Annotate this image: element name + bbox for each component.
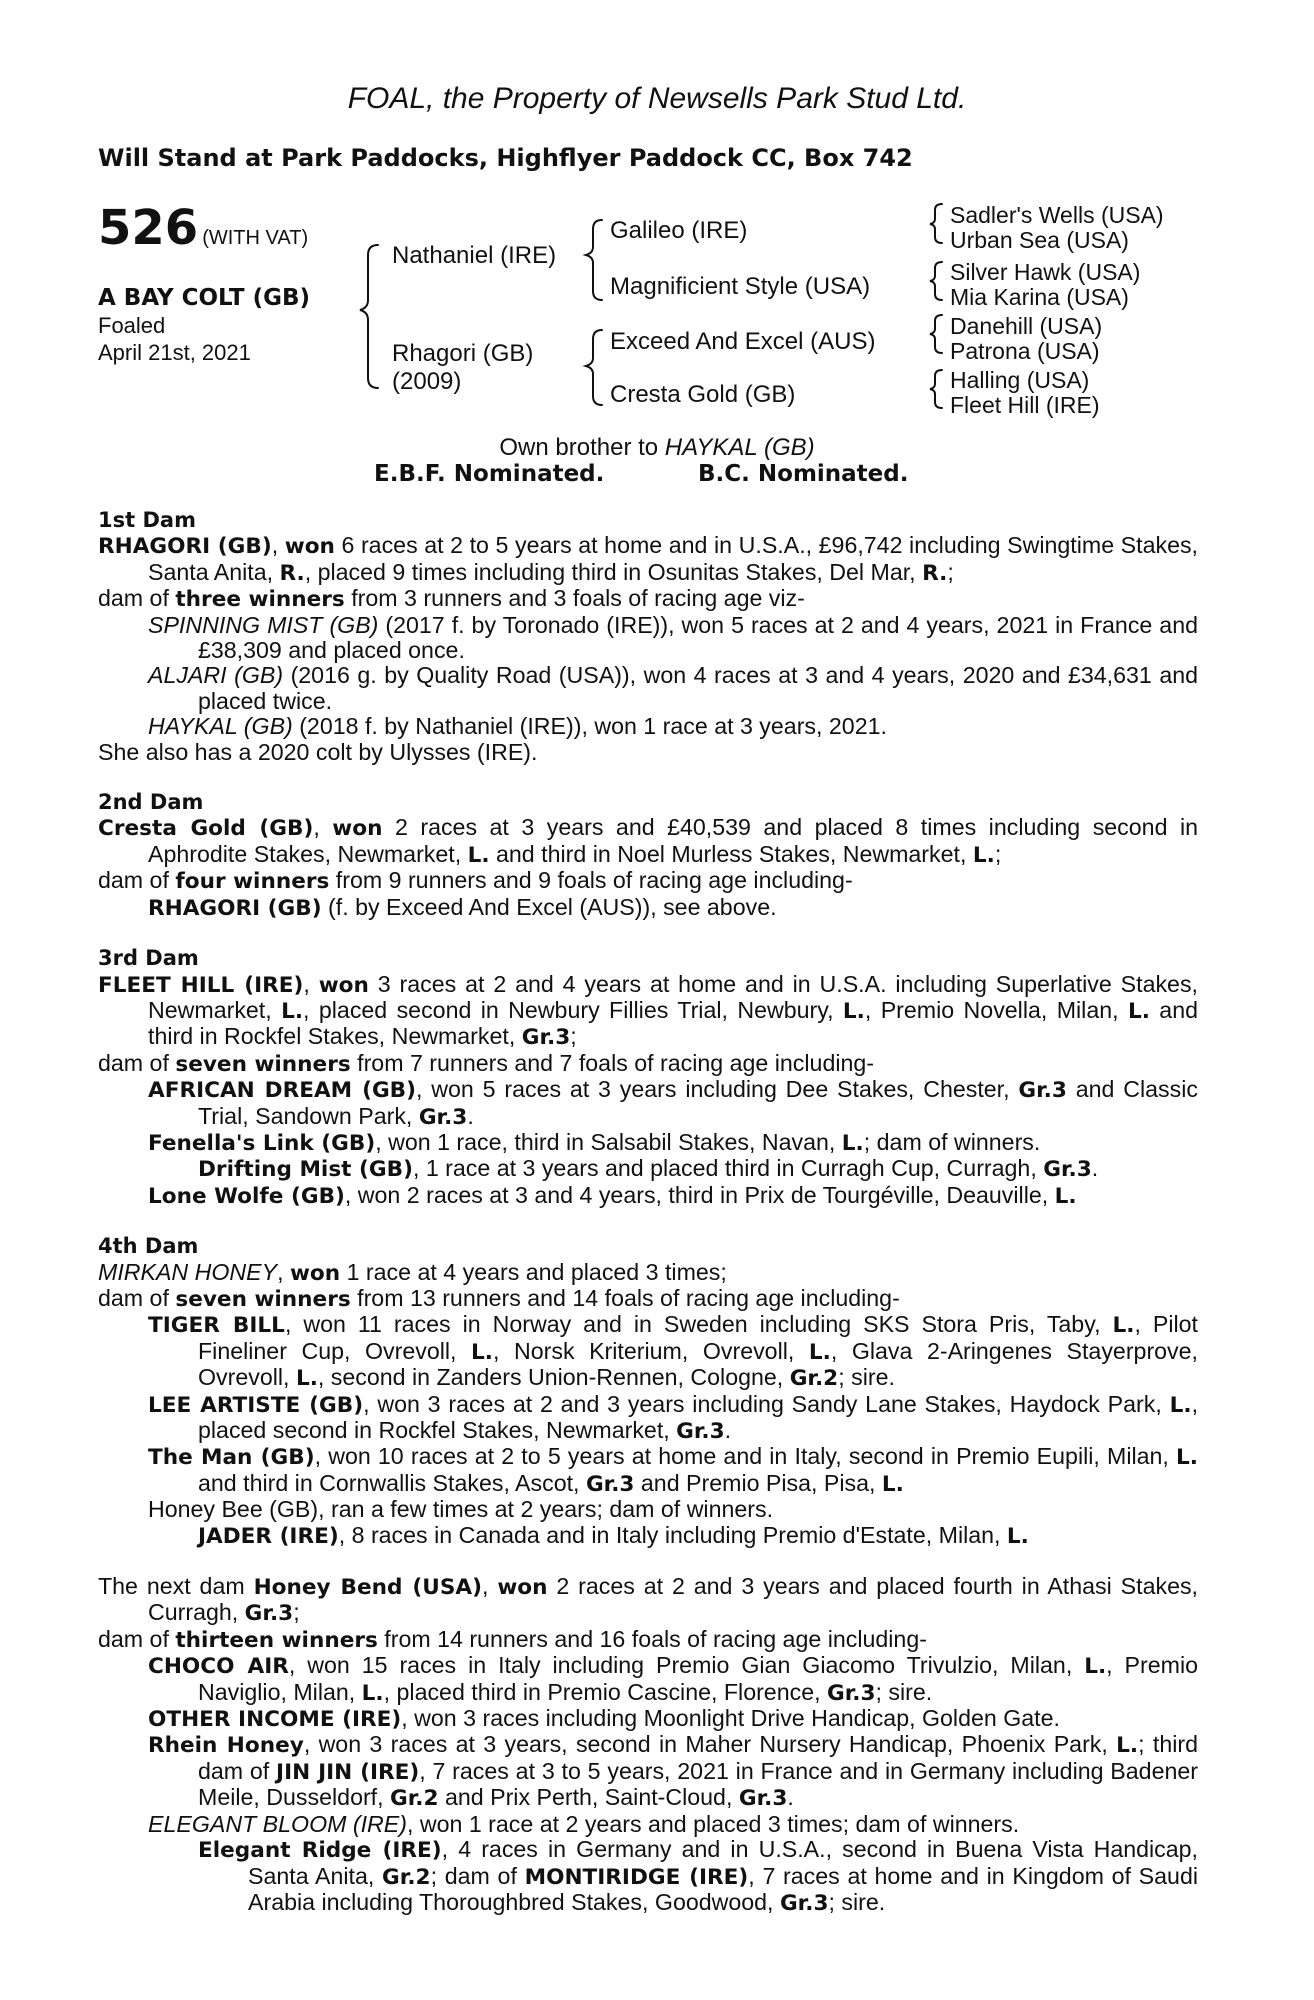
- nextdam-p3-g1: Gr.2: [390, 1786, 439, 1812]
- nextdam-progeny-4: [98, 1812, 1198, 1837]
- dam4-p1-text3: , Norsk Kriterium, Ovrevoll,: [493, 1337, 809, 1364]
- nextdam-record: The next dam Honey Bend (USA), won 2 races at 2 and 3 years and placed fourth in Athasi Stakes, Curragh, Gr.3;: [98, 1573, 1199, 1627]
- nextdam-progeny-2: [98, 1706, 1198, 1732]
- dam4-damof-rest: from 13 runners and 14 foals of racing age including-: [350, 1284, 900, 1311]
- dam3-damof-bold: seven winners: [175, 1051, 351, 1077]
- nextdam-p2-name: OTHER INCOME (IRE): [148, 1707, 402, 1733]
- bracket-dd: [930, 370, 942, 408]
- dam4-progeny-3: [98, 1444, 1198, 1497]
- dam4-p2-text3: .: [724, 1417, 732, 1443]
- bracket-dam: [586, 330, 602, 405]
- nextdam-progeny-3: [98, 1732, 1198, 1811]
- dam1-p2-text: (2016 g. by Quality Road (USA)), won 4 races at 3 and 4 years, 2020 and £34,631 and placed twice.: [198, 662, 1199, 714]
- bracket-sire: [586, 220, 602, 300]
- dam2-text3: ;: [994, 840, 1002, 867]
- nextdam-p4-text: , won 1 race at 2 years and placed 3 times; dam of winners.: [406, 1810, 1020, 1837]
- stand-location: Will Stand at Park Paddocks, Highflyer Paddock CC, Box 742: [98, 144, 913, 172]
- dam3-p2-text: , won 1 race, third in Salsabil Stakes, Navan,: [375, 1128, 842, 1155]
- dam1-heading: 1st Dam: [98, 508, 196, 532]
- dam4-p3-text2: and third in Cornwallis Stakes, Ascot,: [198, 1469, 586, 1496]
- dam3-record: FLEET HILL (IRE), won 3 races at 2 and 4 years at home and in U.S.A. including Superlative Stakes, Newmarket, L., placed second in Newbury Fillies Trial, Newbury, L., Premio Novella, Milan, L. and third in Rockfel Stakes, Newmarket, Gr.3;: [98, 970, 1198, 1051]
- ped-sire-dam: Magnificient Style (USA): [610, 273, 871, 300]
- dam1-progeny-1: [98, 613, 1198, 664]
- dam2-l1: L.: [467, 842, 490, 868]
- ped-ddd: Fleet Hill (IRE): [950, 392, 1100, 418]
- dam3-p3-text2: .: [1091, 1155, 1099, 1182]
- nextdam-p3-l: L.: [1116, 1733, 1139, 1759]
- bracket-ss: [930, 204, 942, 243]
- nextdam-p3-text3: , 7 races at 3 to 5 years, 2021 in France and in Germany including Badener Meile, Dusseldorf,: [198, 1757, 1198, 1811]
- own-brother-note: [0, 434, 1314, 462]
- dam3-progeny-4: [98, 1183, 1198, 1209]
- dam2-text: 2 races at 3 years and £40,539 and placed 8 times including second in Aphrodite Stakes, Newmarket,: [148, 814, 1198, 867]
- nextdam-won: won: [497, 1575, 548, 1601]
- dam1-r2: R.: [922, 560, 948, 586]
- pedigree-body: [98, 508, 1198, 1916]
- dam2-damof-rest: from 9 runners and 9 foals of racing age including-: [329, 867, 853, 894]
- dam1-name: RHAGORI (GB): [98, 534, 272, 560]
- foaled-date: April 21st, 2021: [98, 340, 251, 365]
- dam1-p3-text: (2018 f. by Nathaniel (IRE)), won 1 race at 3 years, 2021.: [292, 713, 887, 740]
- dam2-heading: 2nd Dam: [98, 790, 204, 815]
- ped-dsd: Patrona (USA): [950, 338, 1100, 364]
- dam3-p4-l: L.: [1054, 1183, 1077, 1209]
- nextdam-p4-name: ELEGANT BLOOM (IRE): [148, 1810, 407, 1837]
- dam2-progeny-1: [98, 895, 1198, 921]
- dam4-p1-l1: L.: [1112, 1313, 1135, 1339]
- dam4-damof: [98, 1286, 1198, 1312]
- dam1-damof-rest: from 3 runners and 3 foals of racing age viz-: [344, 585, 805, 612]
- dam1-damof-prefix: dam of: [98, 585, 176, 612]
- lot-number: 526: [98, 200, 199, 256]
- dam1-r1: R.: [279, 560, 305, 586]
- dam3-won: won: [318, 972, 369, 998]
- ped-dss: Danehill (USA): [950, 313, 1103, 339]
- dam4-p1-name: TIGER BILL: [148, 1313, 285, 1339]
- nextdam-p1-text4: ; sire.: [875, 1678, 933, 1705]
- dam3-p4-text: , won 2 races at 3 and 4 years, third in Prix de Tourgéville, Deauville,: [344, 1181, 1055, 1208]
- dam3-p3-name: Drifting Mist (GB): [198, 1157, 413, 1183]
- nextdam-p1-text: , won 15 races in Italy including Premio Gian Giacomo Trivulzio, Milan,: [288, 1652, 1085, 1679]
- dam2-p1-text: (f. by Exceed And Excel (AUS)), see above.: [321, 893, 777, 920]
- dam4-p2-text2: , placed second in Rockfel Stakes, Newmarket,: [198, 1390, 1199, 1443]
- dam4-p2-name: LEE ARTISTE (GB): [148, 1392, 364, 1418]
- nextdam-p5-g2: Gr.3: [779, 1890, 829, 1916]
- nextdam-text: 2 races at 2 and 3 years and placed fourth in Athasi Stakes, Curragh,: [148, 1573, 1199, 1626]
- nextdam-p1-text3: , placed third in Premio Cascine, Florence,: [383, 1678, 827, 1705]
- dam1-text2: , placed 9 times including third in Osunitas Stakes, Del Mar,: [304, 558, 923, 585]
- dam4-p2-l: L.: [1169, 1392, 1192, 1418]
- ped-dds: Halling (USA): [950, 367, 1090, 393]
- dam3-p1-text: , won 5 races at 3 years including Dee Stakes, Chester,: [416, 1076, 1019, 1103]
- ped-sdd: Mia Karina (USA): [950, 284, 1129, 310]
- dam4-p3-text3: and Premio Pisa, Pisa,: [634, 1469, 882, 1496]
- dam4-p1-g: Gr.2: [789, 1366, 839, 1392]
- dam3-progeny-1: [98, 1077, 1198, 1130]
- dam4-p1-text2: , Pilot Fineliner Cup, Ovrevoll,: [198, 1311, 1198, 1364]
- dam4-p5-name: JADER (IRE): [198, 1523, 339, 1549]
- nextdam-p1-l1: L.: [1084, 1654, 1107, 1680]
- nextdam-p1-l2: L.: [361, 1680, 384, 1706]
- dam4-p1-l2: L.: [471, 1339, 493, 1365]
- ped-ssd: Urban Sea (USA): [950, 227, 1129, 253]
- dam1-also: She also has a 2020 colt by Ulysses (IRE).: [98, 738, 538, 765]
- nextdam-p5-name: Elegant Ridge (IRE): [198, 1838, 442, 1864]
- own-brother-prefix: Own brother to: [499, 434, 665, 461]
- nextdam-p1-text2: , Premio Naviglio, Milan,: [198, 1652, 1198, 1705]
- dam2-record: Cresta Gold (GB), won 2 races at 3 years and £40,539 and placed 8 times including second in Aphrodite Stakes, Newmarket, L. and third in Noel Murless Stakes, Newmarket, L.;: [98, 814, 1198, 868]
- dam3-p1-text3: .: [467, 1102, 474, 1129]
- dam2-damof-prefix: dam of: [98, 867, 176, 894]
- dam4-p1-text6: ; sire.: [838, 1364, 895, 1391]
- nextdam-p3-g2: Gr.3: [738, 1786, 788, 1812]
- nextdam-p1-g: Gr.3: [826, 1680, 876, 1706]
- dam2-damof-bold: four winners: [175, 869, 330, 895]
- dam4-progeny-5: [98, 1523, 1198, 1549]
- dam4-p1-l4: L.: [295, 1366, 318, 1392]
- dam3-progeny-2: [98, 1130, 1198, 1156]
- dam3-p1-g1: Gr.3: [1018, 1078, 1067, 1104]
- dam1-won: won: [284, 534, 335, 560]
- dam3-p1-text2: and Classic Trial, Sandown Park,: [198, 1076, 1198, 1129]
- nextdam-damof-rest: from 14 runners and 16 foals of racing age including-: [377, 1625, 927, 1652]
- dam3-p3-g: Gr.3: [1043, 1157, 1092, 1183]
- ebf-nominated: E.B.F. Nominated.: [374, 461, 605, 487]
- dam2-won: won: [332, 816, 383, 842]
- nextdam-p1-name: CHOCO AIR: [148, 1654, 289, 1680]
- bracket-generation-1: [360, 245, 378, 388]
- ped-sds: Silver Hawk (USA): [950, 259, 1141, 285]
- dam3-text2: , placed second in Newbury Fillies Trial, Newbury,: [303, 996, 843, 1023]
- lot-description: A BAY COLT (GB): [98, 285, 311, 311]
- dam4-p1-text4: , Glava 2-Aringenes Stayerprove, Ovrevoll,: [198, 1337, 1198, 1391]
- dam4-p3-text: , won 10 races at 2 to 5 years at home and in Italy, second in Premio Eupili, Milan,: [314, 1443, 1177, 1470]
- dam3-heading: 3rd Dam: [98, 946, 199, 971]
- nextdam-damof: [98, 1627, 1198, 1653]
- dam1-record: RHAGORI (GB), won 6 races at 2 to 5 years at home and in U.S.A., £96,742 including Swingtime Stakes, Santa Anita, R., placed 9 times including third in Osunitas Stakes, Del Mar, R.;: [98, 532, 1198, 586]
- dam1-damof-bold: three winners: [175, 587, 345, 613]
- dam4-won: won: [289, 1260, 341, 1286]
- ped-sire-sire: Galileo (IRE): [610, 217, 748, 244]
- dam3-name: FLEET HILL (IRE): [98, 972, 304, 998]
- nextdam-damof-prefix: dam of: [98, 1625, 176, 1652]
- ped-dam-dam: Cresta Gold (GB): [610, 381, 796, 408]
- dam4-progeny-2: [98, 1392, 1198, 1445]
- dam4-damof-bold: seven winners: [175, 1286, 351, 1312]
- dam3-p1-g2: Gr.3: [418, 1104, 468, 1130]
- dam4-p1-l3: L.: [808, 1339, 831, 1365]
- dam3-text: 3 races at 2 and 4 years at home and in U.S.A. including Superlative Stakes, Newmarket,: [148, 970, 1198, 1023]
- dam4-p3-g: Gr.3: [585, 1471, 635, 1497]
- page-title: FOAL, the Property of Newsells Park Stud Ltd.: [347, 82, 967, 115]
- dam1-p3-name: HAYKAL (GB): [148, 713, 293, 740]
- nextdam-p5-g1: Gr.2: [382, 1864, 431, 1890]
- dam3-p1-name: AFRICAN DREAM (GB): [148, 1078, 416, 1104]
- nextdam-p5-text: , 4 races in Germany and in U.S.A., second in Buena Vista Handicap, Santa Anita,: [248, 1836, 1198, 1889]
- nextdam-progeny-1: [98, 1653, 1198, 1706]
- nextdam-p5-text2: ; dam of: [430, 1862, 525, 1889]
- nextdam-p5-name2: MONTIRIDGE (IRE): [524, 1864, 749, 1890]
- dam3-text4: and third in Rockfel Stakes, Newmarket,: [148, 996, 1198, 1050]
- ped-dam-year: (2009): [392, 368, 462, 395]
- dam3-l3: L.: [1127, 998, 1150, 1024]
- ped-dam: Rhagori (GB): [392, 340, 534, 367]
- bracket-ds: [930, 315, 942, 353]
- nextdam-g: Gr.3: [244, 1601, 294, 1627]
- dam3-l2: L.: [842, 998, 865, 1024]
- nextdam-progeny-5: [98, 1837, 1198, 1916]
- dam3-text3: , Premio Novella, Milan,: [864, 996, 1128, 1023]
- dam4-p1-text5: , second in Zanders Union-Rennen, Cologne,: [317, 1364, 790, 1391]
- dam2-damof: [98, 868, 1198, 894]
- dam4-p1-text: , won 11 races in Norway and in Sweden including SKS Stora Pris, Taby,: [284, 1311, 1113, 1338]
- dam4-p3-name: The Man (GB): [148, 1445, 315, 1471]
- dam4-p3-l1: L.: [1176, 1445, 1198, 1471]
- nextdam-p3-text4: and Prix Perth, Saint-Cloud,: [438, 1784, 739, 1811]
- nextdam-p3-name2: JIN JIN (IRE): [276, 1759, 420, 1785]
- dam4-p2-g: Gr.3: [676, 1419, 725, 1444]
- dam1-p1-text: (2017 f. by Toronado (IRE)), won 5 races at 2 and 4 years, 2021 in France and £38,309 and placed once.: [198, 611, 1198, 664]
- dam4-name: MIRKAN HONEY: [98, 1258, 278, 1285]
- dam1-progeny-3: [98, 714, 1198, 739]
- bracket-sd: [930, 262, 942, 300]
- nextdam-text2: ;: [293, 1599, 300, 1626]
- dam4-p3-l2: L.: [881, 1471, 904, 1497]
- nextdam-name: Honey Bend (USA): [253, 1575, 482, 1601]
- dam3-p2-name: Fenella's Link (GB): [148, 1130, 376, 1156]
- dam4-damof-prefix: dam of: [98, 1284, 176, 1311]
- dam3-damof-rest: from 7 runners and 7 foals of racing age including-: [350, 1049, 875, 1076]
- nextdam-prefix: The next dam: [98, 1573, 254, 1600]
- dam1-text3: ;: [947, 558, 954, 585]
- dam2-l2: L.: [972, 842, 995, 868]
- nextdam-p3-text5: .: [787, 1784, 794, 1811]
- dam2-text2: and third in Noel Murless Stakes, Newmarket,: [489, 840, 973, 867]
- dam1-text: 6 races at 2 to 5 years at home and in U.S.A., £96,742 including Swingtime Stakes, Santa Anita,: [148, 532, 1198, 585]
- nextdam-p3-text: , won 3 races at 3 years, second in Maher Nursery Handicap, Phoenix Park,: [303, 1731, 1117, 1758]
- dam4-p5-text: , 8 races in Canada and in Italy including Premio d'Estate, Milan,: [338, 1521, 1007, 1548]
- dam4-p5-l: L.: [1006, 1523, 1029, 1549]
- dam3-progeny-3: [98, 1156, 1198, 1182]
- ped-dam-sire: Exceed And Excel (AUS): [610, 328, 876, 355]
- nextdam-p3-name: Rhein Honey: [148, 1733, 304, 1759]
- ped-sss: Sadler's Wells (USA): [950, 202, 1164, 228]
- foaled-label: Foaled: [98, 313, 166, 338]
- dam1-progeny-2: [98, 663, 1198, 714]
- nextdam-p3-text2: ; third dam of: [198, 1731, 1198, 1784]
- dam4-text: 1 race at 4 years and placed 3 times;: [340, 1258, 727, 1285]
- dam3-damof: [98, 1051, 1198, 1077]
- dam3-p2-text2: ; dam of winners.: [863, 1128, 1041, 1155]
- dam3-p4-name: Lone Wolfe (GB): [148, 1183, 345, 1209]
- dam1-damof: [98, 586, 1198, 612]
- vat-note: (WITH VAT): [202, 227, 309, 249]
- nextdam-damof-bold: thirteen winners: [175, 1627, 378, 1653]
- nextdam-p5-text4: ; sire.: [828, 1888, 886, 1915]
- dam4-heading: 4th Dam: [98, 1234, 199, 1259]
- dam3-g1: Gr.3: [521, 1025, 571, 1051]
- ped-sire: Nathaniel (IRE): [392, 242, 557, 269]
- dam4-progeny-1: [98, 1312, 1198, 1391]
- nextdam-p5-text3: , 7 races at home and in Kingdom of Saudi Arabia including Thoroughbred Stakes, Goodwood,: [248, 1862, 1198, 1915]
- dam1-p1-name: SPINNING MIST (GB): [148, 611, 379, 638]
- dam3-damof-prefix: dam of: [98, 1049, 176, 1076]
- dam3-text5: ;: [570, 1023, 577, 1050]
- dam4-p2-text: , won 3 races at 2 and 3 years including Sandy Lane Stakes, Haydock Park,: [363, 1390, 1170, 1417]
- dam2-p1-name: RHAGORI (GB): [148, 895, 322, 921]
- dam3-p3-text: , 1 race at 3 years and placed third in Curragh Cup, Curragh,: [412, 1155, 1044, 1182]
- dam2-name: Cresta Gold (GB): [98, 816, 314, 842]
- nextdam-p2-text: , won 3 races including Moonlight Drive Handicap, Golden Gate.: [401, 1705, 1060, 1732]
- dam3-l1: L.: [281, 998, 304, 1024]
- own-brother-name: HAYKAL (GB): [664, 434, 815, 461]
- bc-nominated: B.C. Nominated.: [698, 461, 909, 487]
- dam4-record: MIRKAN HONEY, won 1 race at 4 years and placed 3 times;: [98, 1258, 727, 1286]
- dam4-progeny-4: Honey Bee (GB), ran a few times at 2 years; dam of winners.: [148, 1496, 774, 1523]
- dam3-p2-l: L.: [841, 1130, 864, 1156]
- dam1-p2-name: ALJARI (GB): [148, 662, 284, 689]
